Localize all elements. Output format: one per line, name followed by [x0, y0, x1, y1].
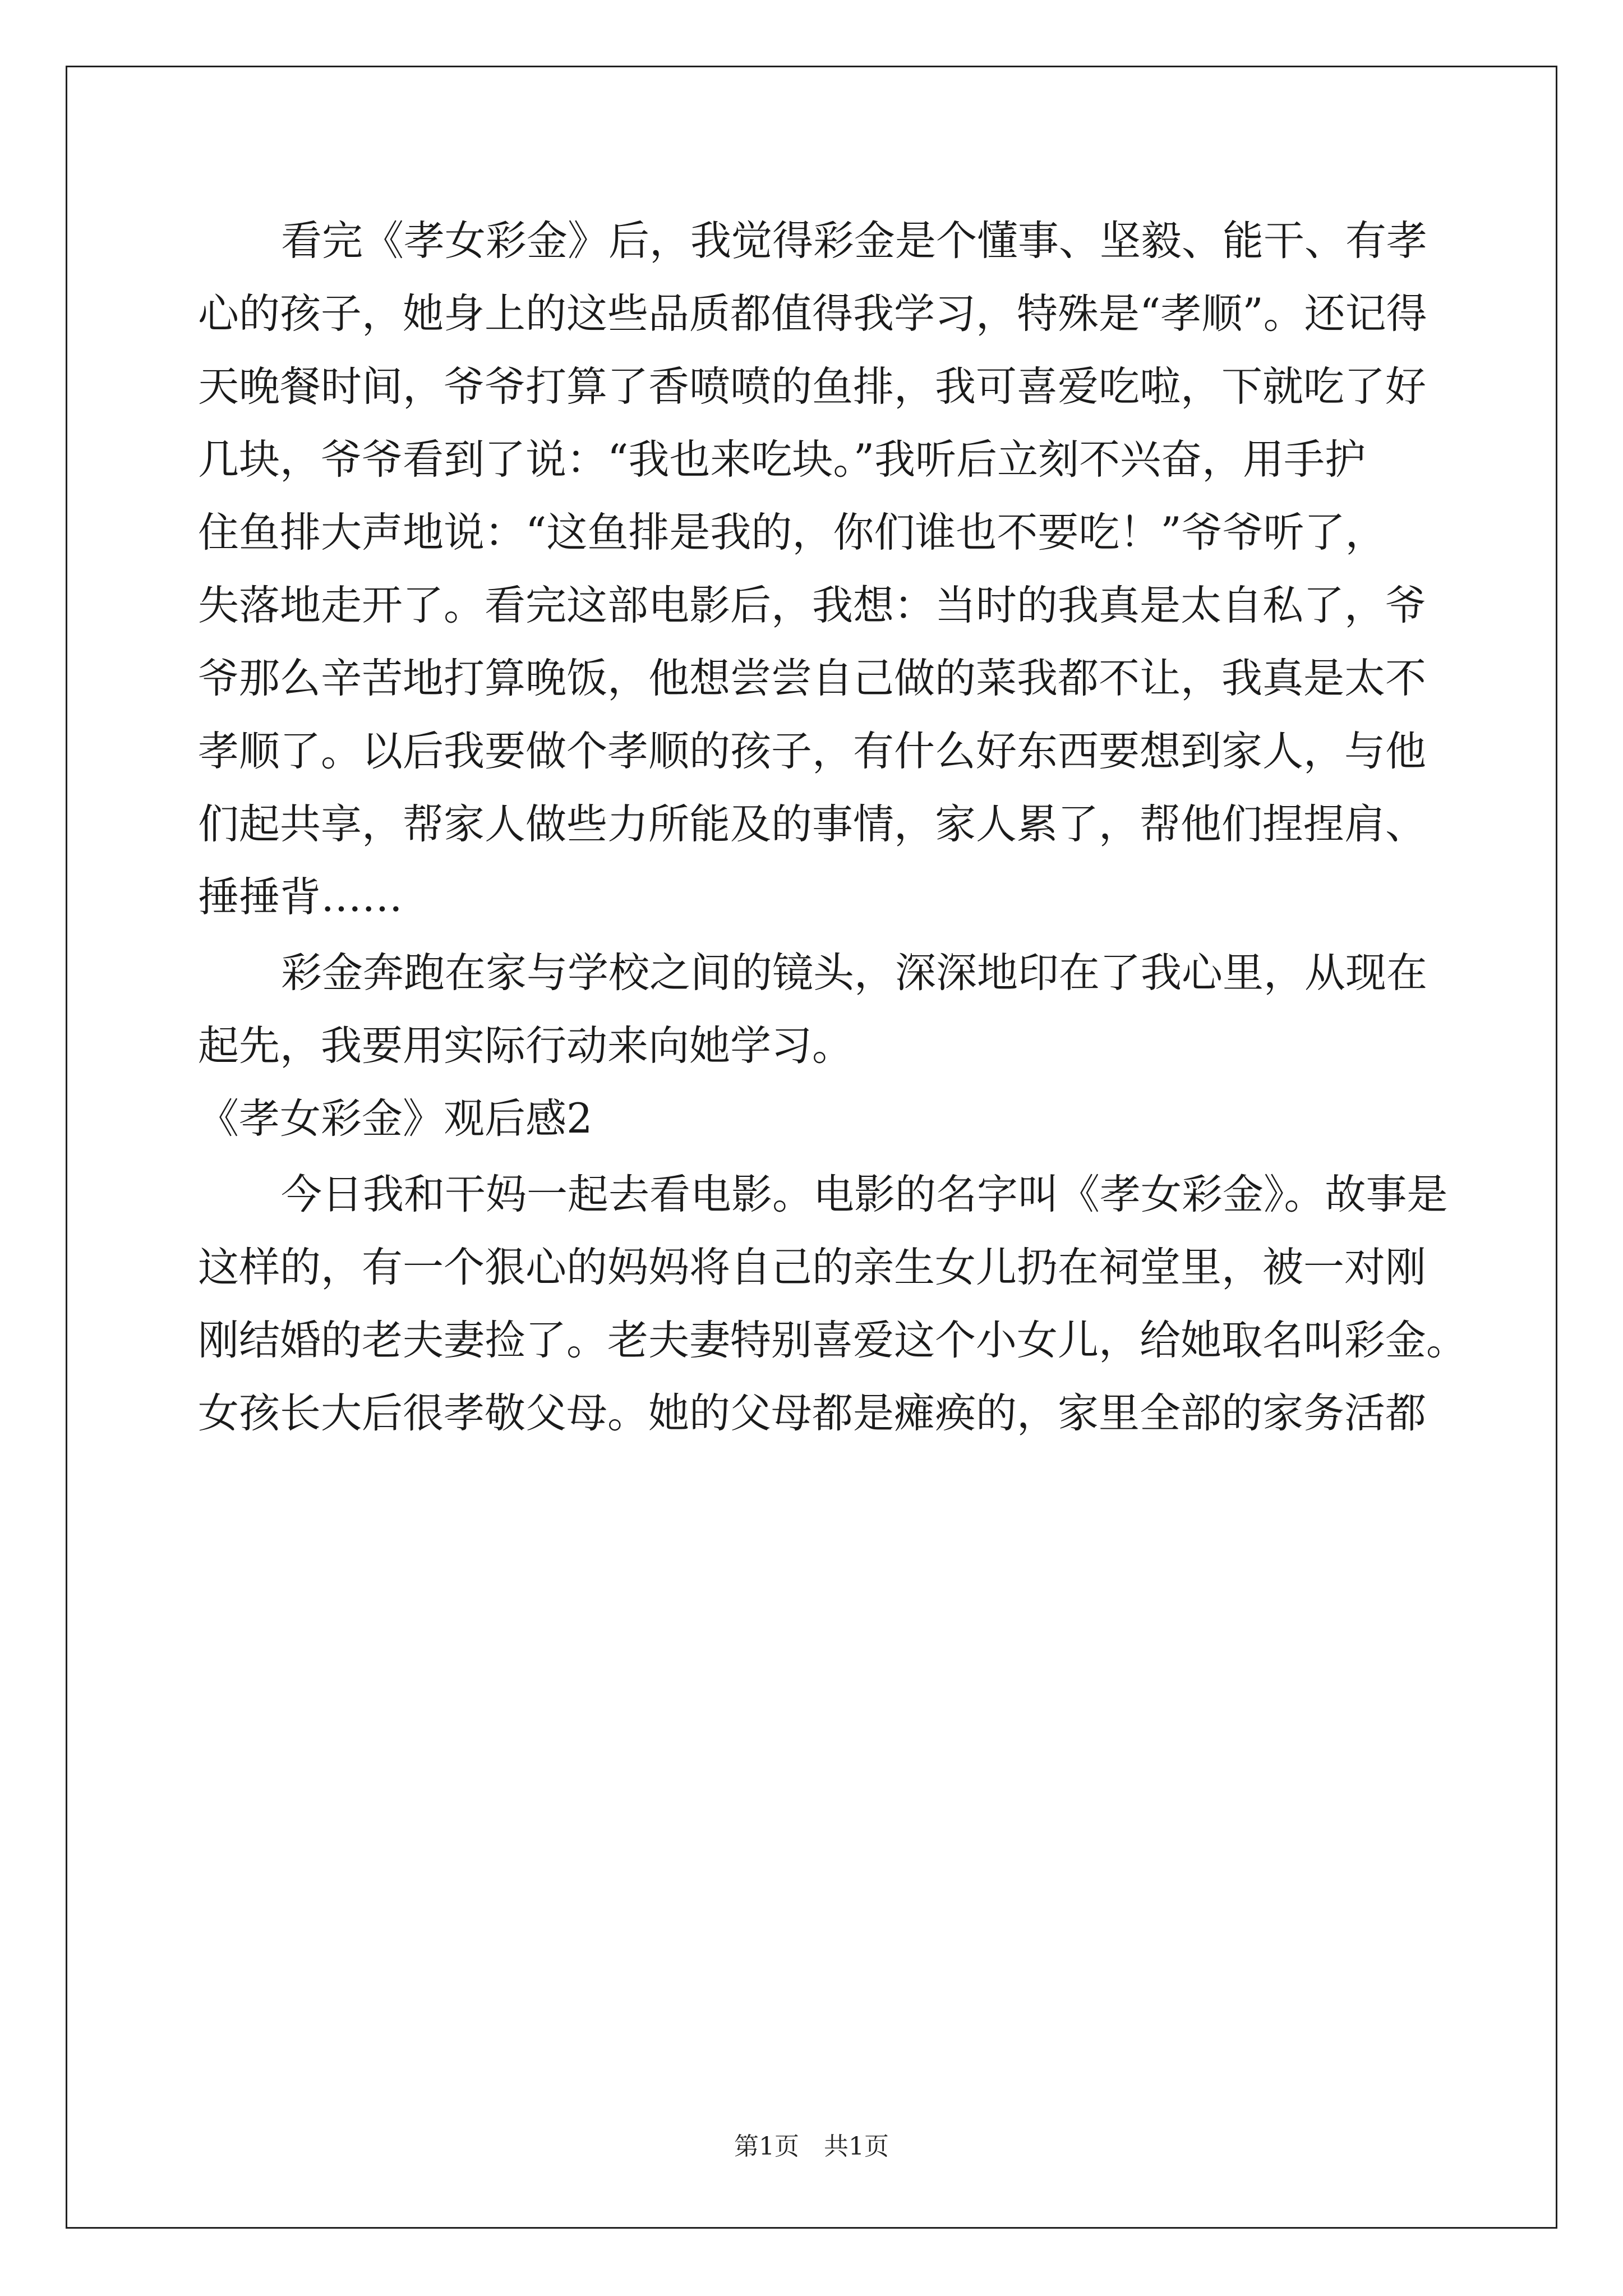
paragraph-line: 爷那么辛苦地打算晚饭，他想尝尝自己做的菜我都不让，我真是太不 [198, 655, 1426, 702]
paragraph-line: 看完《孝女彩金》后，我觉得彩金是个懂事、坚毅、能干、有孝 [281, 217, 1427, 265]
paragraph-line: 这样的，有一个狠心的妈妈将自己的亲生女儿扔在祠堂里，被一对刚 [198, 1244, 1426, 1291]
paragraph-line: 们起共享，帮家人做些力所能及的事情，家人累了，帮他们捏捏肩、 [198, 800, 1426, 848]
page-footer [0, 2126, 1623, 2162]
paragraph-line: 心的孩子，她身上的这些品质都值得我学习，特殊是“孝顺”。还记得 [198, 290, 1427, 338]
paragraph-line: 彩金奔跑在家与学校之间的镜头，深深地印在了我心里，从现在 [281, 949, 1427, 997]
paragraph-line: 住鱼排大声地说：“这鱼排是我的，你们谁也不要吃！”爷爷听了， [198, 509, 1386, 556]
paragraph-line: 起先，我要用实际行动来向她学习。 [198, 1022, 853, 1070]
paragraph-line: 今日我和干妈一起去看电影。电影的名字叫《孝女彩金》。故事是 [281, 1171, 1448, 1218]
page-total: 共1页 [824, 2132, 889, 2161]
paragraph-line: 几块，爷爷看到了说：“我也来吃块。”我听后立刻不兴奋，用手护 [198, 436, 1366, 484]
paragraph-line: 失落地走开了。看完这部电影后，我想：当时的我真是太自私了，爷 [198, 582, 1426, 629]
page-number: 第1页 [734, 2132, 799, 2161]
paragraph-line: 天晚餐时间，爷爷打算了香喷喷的鱼排，我可喜爱吃啦，下就吃了好 [198, 363, 1426, 411]
paragraph-line: 女孩长大后很孝敬父母。她的父母都是瘫痪的，家里全部的家务活都 [198, 1389, 1426, 1437]
paragraph-line: 捶捶背…… [198, 873, 403, 921]
section-heading: 《孝女彩金》观后感2 [198, 1095, 593, 1143]
paragraph-line: 刚结婚的老夫妻捡了。老夫妻特别喜爱这个小女儿，给她取名叫彩金。 [198, 1317, 1467, 1364]
paragraph-line: 孝顺了。以后我要做个孝顺的孩子，有什么好东西要想到家人，与他 [198, 728, 1426, 775]
